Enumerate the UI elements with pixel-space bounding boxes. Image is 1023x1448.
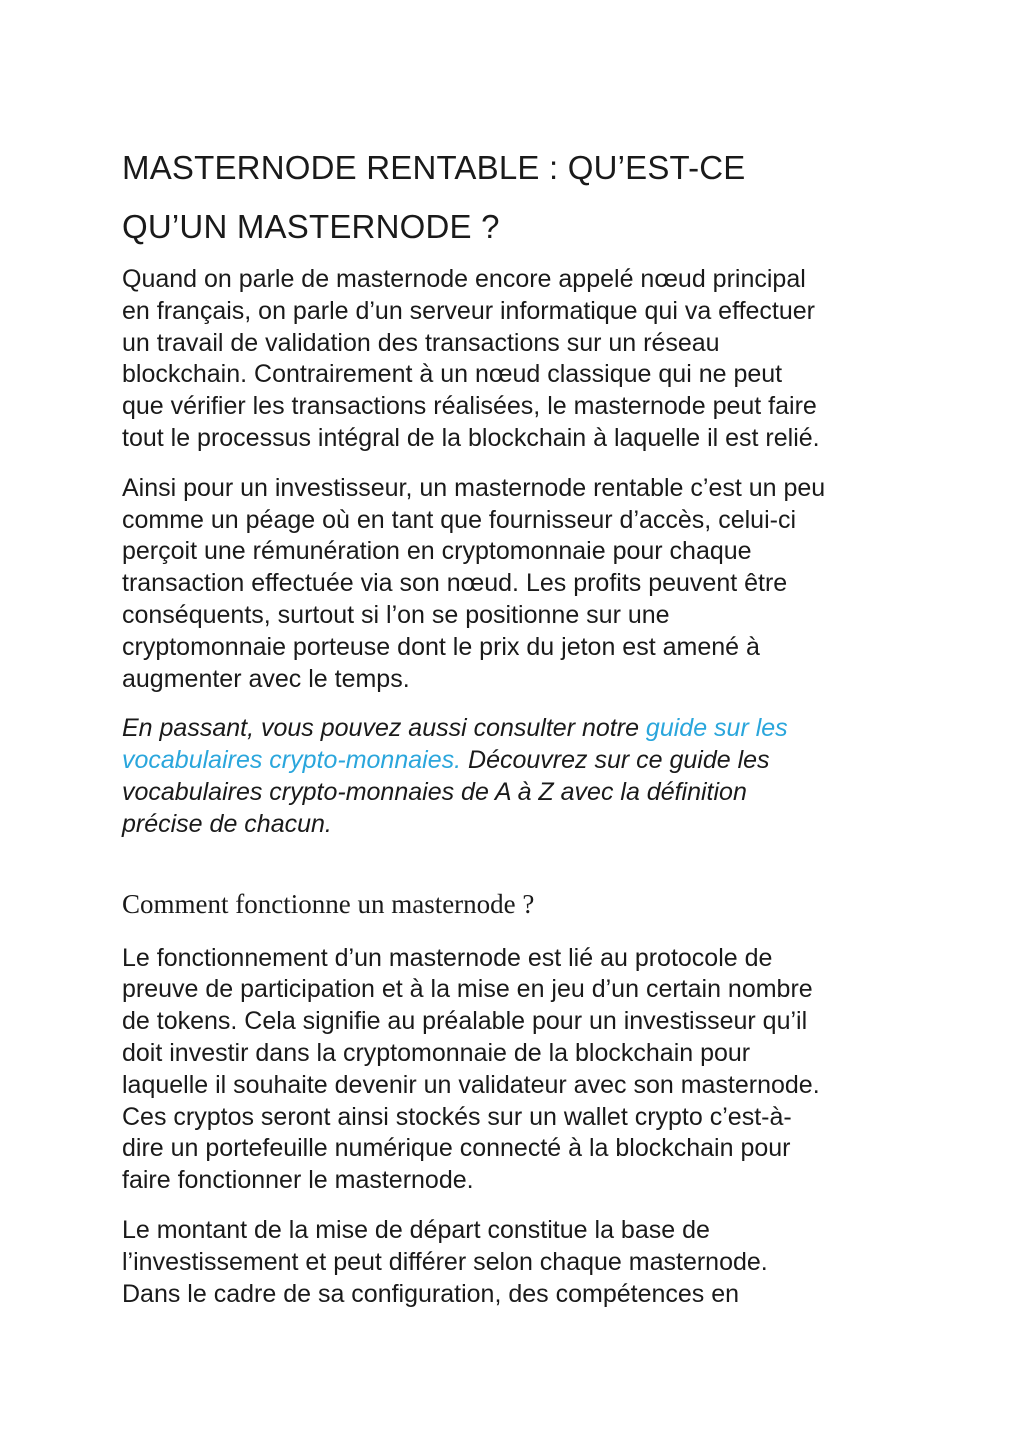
paragraph-how-it-works <box>122 943 912 1197</box>
text-line: laquelle il souhaite devenir un validateur avec son masternode. <box>122 1070 820 1099</box>
text-line: augmenter avec le temps. <box>122 664 410 693</box>
title-line: MASTERNODE RENTABLE : QU’EST-CE <box>122 149 746 186</box>
guide-link-part2[interactable]: vocabulaires crypto-monnaies. <box>122 746 462 775</box>
text-line: Le montant de la mise de départ constitue la base de <box>122 1215 710 1244</box>
paragraph-intro <box>122 264 912 455</box>
text-line: conséquents, surtout si l’on se positionne sur une <box>122 600 670 629</box>
paragraph-guide-note <box>122 713 912 840</box>
text-line: en français, on parle d’un serveur informatique qui va effectuer <box>122 296 815 325</box>
text-line: blockchain. Contrairement à un nœud classique qui ne peut <box>122 360 783 389</box>
text-line: l’investissement et peut différer selon chaque masternode. <box>122 1247 768 1276</box>
text-line: preuve de participation et à la mise en jeu d’un certain nombre <box>122 975 813 1004</box>
text-line <box>122 745 912 777</box>
paragraph-initial-stake <box>122 1215 912 1310</box>
text-line: vocabulaires crypto-monnaies de A à Z avec la définition <box>122 777 747 806</box>
text-line: dire un portefeuille numérique connecté à la blockchain pour <box>122 1134 791 1163</box>
section-heading: Comment fonctionne un masternode ? <box>122 888 535 919</box>
text-line: transaction effectuée via son nœud. Les profits peuvent être <box>122 569 788 598</box>
document-page <box>122 138 912 1310</box>
guide-note-text: Découvrez sur ce guide les <box>461 746 770 775</box>
text-line: un travail de validation des transactions sur un réseau <box>122 328 720 357</box>
title-line: QU’UN MASTERNODE ? <box>122 208 500 245</box>
page-title <box>122 138 912 256</box>
text-line: de tokens. Cela signifie au préalable pour un investisseur qu’il <box>122 1007 808 1036</box>
guide-note-text: En passant, vous pouvez aussi consulter notre <box>122 714 646 743</box>
text-line: précise de chacun. <box>122 809 332 838</box>
text-line: Quand on parle de masternode encore appelé nœud principal <box>122 265 806 293</box>
text-line: faire fonctionner le masternode. <box>122 1166 474 1195</box>
text-line: Ces cryptos seront ainsi stockés sur un wallet crypto c’est-à- <box>122 1102 792 1131</box>
text-line: doit investir dans la cryptomonnaie de la blockchain pour <box>122 1038 751 1067</box>
text-line: tout le processus intégral de la blockchain à laquelle il est relié. <box>122 423 820 452</box>
paragraph-investor <box>122 473 912 696</box>
text-line: Le fonctionnement d’un masternode est lié au protocole de <box>122 943 773 972</box>
text-line: Ainsi pour un investisseur, un masternode rentable c’est un peu <box>122 473 826 502</box>
text-line: cryptomonnaie porteuse dont le prix du jeton est amené à <box>122 632 760 661</box>
text-line <box>122 713 912 745</box>
text-line: perçoit une rémunération en cryptomonnaie pour chaque <box>122 537 752 566</box>
text-line: comme un péage où en tant que fournisseur d’accès, celui-ci <box>122 505 796 534</box>
guide-link-part1[interactable]: guide sur les <box>645 714 788 743</box>
text-line: Dans le cadre de sa configuration, des compétences en <box>122 1279 740 1308</box>
text-line: que vérifier les transactions réalisées, le masternode peut faire <box>122 392 817 421</box>
